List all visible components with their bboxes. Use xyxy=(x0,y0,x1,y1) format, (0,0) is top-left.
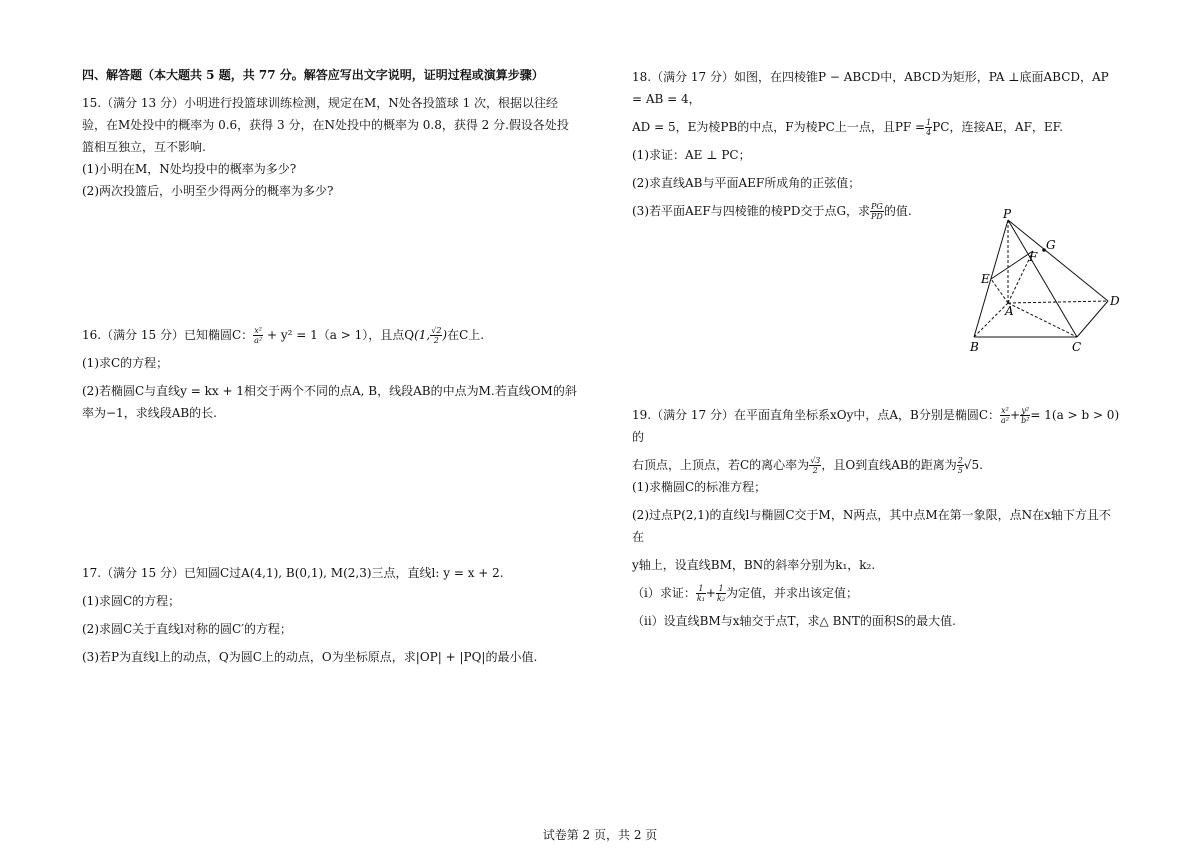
q19-line1: 19.（满分 17 分）在平面直角坐标系xOy中，点A，B分别是椭圆C： $\frac{\text{x²}}{\text{a²}}$ + $\frac{\text{y²}}{\text{b²}}$ = 1(a > b > 0)的 xyxy=(632,406,1120,444)
label-d: D xyxy=(1110,294,1120,308)
q16-intro: 16.（满分 15 分）已知椭圆C： $\frac{\text{x²}}{\text{a²}}$ + y² = 1（a > 1），且点Q(1, $\frac{√2}{2}$ )在C上. xyxy=(82,326,485,345)
q15-part2: (2)两次投篮后，小明至少得两分的概率为多少? xyxy=(82,184,334,198)
label-c: C xyxy=(1072,340,1082,354)
q17-intro: 17.（满分 15 分）已知圆C过A(4,1), B(0,1), M(2,3)三点，直线l: y = x + 2. xyxy=(82,566,504,580)
page-footer: 试卷第 2 页，共 2 页 xyxy=(542,828,658,842)
question-15 xyxy=(82,92,592,202)
question-19 xyxy=(632,404,1122,632)
q15-line3: 篮相互独立，互不影响. xyxy=(82,140,206,154)
q19-sub1: （i）求证： $\frac{1}{\text{k₁}}$ + $\frac{1}{\text{k₂}}$ 为定值，并求出该定值； xyxy=(632,584,859,603)
q18-part1: (1)求证：AE ⊥ PC； xyxy=(632,148,751,162)
edge-ad xyxy=(1008,301,1108,303)
q15-line1: 15.（满分 13 分）小明进行投篮球训练检测，规定在M，N处各投篮球 1 次，根据以往经 xyxy=(82,96,559,110)
q15-part1: (1)小明在M，N处均投中的概率为多少? xyxy=(82,162,297,176)
section-heading: 四、解答题（本大题共 5 题，共 77 分。解答应写出文字说明，证明过程或演算步骤） xyxy=(82,68,544,82)
q19-part1: (1)求椭圆C的标准方程； xyxy=(632,480,767,494)
label-b: B xyxy=(970,340,979,354)
label-e: E xyxy=(981,272,990,286)
left-column xyxy=(82,66,592,664)
q19-sub2: （ii）设直线BM与x轴交于点T，求△ BNT的面积S的最大值. xyxy=(632,614,956,628)
q19-part2a: (2)过点P(2,1)的直线l与椭圆C交于M，N两点，其中点M在第一象限，点N在x轴下方且不在 xyxy=(632,508,1111,544)
q16-part1: (1)求C的方程； xyxy=(82,356,169,370)
q18-part3: (3)若平面AEF与四棱锥的棱PD交于点G，求 $\frac{PG}{PD}$ 的值. xyxy=(632,202,912,221)
edge-pc xyxy=(1008,220,1077,337)
q17-part1: (1)求圆C的方程； xyxy=(82,594,181,608)
q17-part2: (2)求圆C关于直线l对称的圆C′的方程； xyxy=(82,622,292,636)
edge-cd xyxy=(1077,301,1108,337)
q19-line2: 右顶点，上顶点，若C的离心率为 $\frac{√3}{2}$ ，且O到直线AB的距离为 $\frac{2}{5}$ √5. xyxy=(632,456,983,475)
point-q-coords: (1, $\frac{√2}{2}$ ) xyxy=(414,326,448,345)
right-column xyxy=(632,66,1122,628)
question-17 xyxy=(82,562,592,668)
fraction-x2-a2: $\frac{\text{x²}}{\text{a²}}$ xyxy=(254,326,263,345)
label-g: G xyxy=(1046,238,1056,252)
q17-part3: (3)若P为直线l上的动点，Q为圆C上的动点，O为坐标原点，求|OP| + |PQ|的最小值. xyxy=(82,650,538,664)
label-p: P xyxy=(1003,207,1012,221)
question-16 xyxy=(82,324,592,424)
q18-line1: 18.（满分 17 分）如图，在四棱锥P − ABCD中，ABCD为矩形，PA ⊥底面ABCD，AP = AB = 4， xyxy=(632,70,1109,106)
pyramid-figure xyxy=(960,205,1130,360)
label-f: F xyxy=(1029,250,1038,264)
segment-ae xyxy=(991,279,1008,303)
fraction-pg-pd: $\frac{PG}{PD}$ xyxy=(871,202,883,221)
q15-line2: 验，在M处投中的概率为 0.6，获得 3 分，在N处投中的概率为 0.8，获得 2 分.假设各处投 xyxy=(82,118,569,132)
label-a: A xyxy=(1005,304,1014,318)
edge-pd xyxy=(1008,220,1108,301)
q18-part2: (2)求直线AB与平面AEF所成角的正弦值； xyxy=(632,176,861,190)
q19-part2b: y轴上，设直线BM，BN的斜率分别为k₁，k₂. xyxy=(632,558,876,572)
q18-line2: AD = 5，E为棱PB的中点，F为棱PC上一点，且PF = $\frac{1}{4}$ PC，连接AE，AF，EF. xyxy=(632,118,1063,137)
question-18 xyxy=(632,66,1122,222)
q16-part2a: (2)若椭圆C与直线y = kx + 1相交于两个不同的点A, B，线段AB的中点为M.若直线OM的斜 xyxy=(82,384,577,398)
fraction-one-quarter: $\frac{1}{4}$ xyxy=(926,118,932,137)
q16-part2b: 率为−1，求线段AB的长. xyxy=(82,406,217,420)
